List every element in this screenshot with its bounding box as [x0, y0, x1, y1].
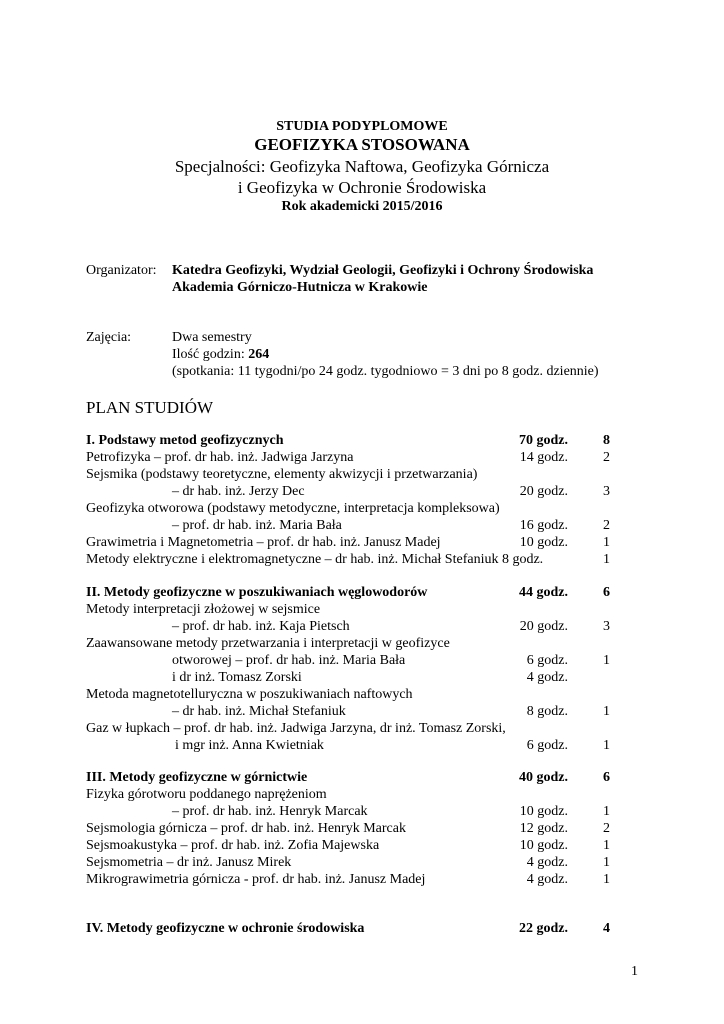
classes-hours — [172, 347, 269, 363]
course-row: Sejsmometria – dr inż. Janusz Mirek — [86, 855, 292, 870]
course-hours: 10 godz. — [519, 838, 568, 853]
course-hours: 10 godz. — [519, 535, 568, 550]
course-row: Geofizyka otworowa (podstawy metodyczne, interpretacja kompleksowa) — [86, 501, 500, 516]
organizer-line1: Katedra Geofizyki, Wydział Geologii, Geofizyki i Ochrony Środowiska — [172, 263, 594, 278]
course-row: Sejsmoakustyka – prof. dr hab. inż. Zofia Majewska — [86, 838, 380, 853]
section-hours: 44 godz. — [519, 585, 568, 600]
section-ects: 6 — [603, 585, 610, 600]
course-row: – prof. dr hab. inż. Maria Bała — [172, 518, 342, 533]
course-hours: 20 godz. — [519, 484, 568, 499]
course-row: Sejsmologia górnicza – prof. dr hab. inż. Henryk Marcak — [86, 821, 406, 836]
course-ects: 1 — [603, 653, 610, 668]
course-ects: 1 — [603, 872, 610, 887]
section-ects: 6 — [603, 770, 610, 785]
course-row: otworowej – prof. dr hab. inż. Maria Bała — [172, 653, 406, 668]
section-hours: 70 godz. — [519, 433, 568, 448]
classes-meetings: (spotkania: 11 tygodni/po 24 godz. tygodniowo = 3 dni po 8 godz. dziennie) — [172, 364, 599, 379]
course-row: Zaawansowane metody przetwarzania i interpretacji w geofizyce — [86, 636, 450, 651]
course-row: Petrofizyka – prof. dr hab. inż. Jadwiga Jarzyna — [86, 450, 354, 465]
course-row: Mikrograwimetria górnicza - prof. dr hab. inż. Janusz Madej — [86, 872, 426, 887]
section-hours: 40 godz. — [519, 770, 568, 785]
classes-hours-value: 264 — [248, 347, 270, 362]
course-hours: 6 godz. — [526, 738, 568, 753]
course-hours: 4 godz. — [526, 855, 568, 870]
course-ects: 2 — [603, 450, 610, 465]
header-line1: STUDIA PODYPLOMOWE — [276, 119, 448, 134]
course-row: i dr inż. Tomasz Zorski — [172, 670, 302, 685]
course-row: – dr hab. inż. Michał Stefaniuk — [172, 704, 346, 719]
course-row: Gaz w łupkach – prof. dr hab. inż. Jadwiga Jarzyna, dr inż. Tomasz Zorski, — [86, 721, 506, 736]
course-hours: 14 godz. — [519, 450, 568, 465]
section-ects: 8 — [603, 433, 610, 448]
course-row: – prof. dr hab. inż. Henryk Marcak — [172, 804, 368, 819]
course-row: Grawimetria i Magnetometria – prof. dr hab. inż. Janusz Madej — [86, 535, 441, 550]
course-ects: 2 — [603, 518, 610, 533]
specializations-line1: Specjalności: Geofizyka Naftowa, Geofizyka Górnicza — [174, 157, 550, 176]
classes-hours-label: Ilość godzin: — [172, 347, 249, 362]
section-title: I. Podstawy metod geofizycznych — [86, 433, 284, 448]
document-title: GEOFIZYKA STOSOWANA — [254, 135, 470, 154]
course-ects: 1 — [603, 535, 610, 550]
course-row: Fizyka górotworu poddanego naprężeniom — [86, 787, 327, 802]
course-row: Metody elektryczne i elektromagnetyczne – dr hab. inż. Michał Stefaniuk 8 godz. — [86, 552, 544, 567]
specializations-line2: i Geofizyka w Ochronie Środowiska — [237, 178, 487, 197]
course-ects: 3 — [603, 484, 610, 499]
course-hours: 4 godz. — [526, 670, 568, 685]
course-ects: 1 — [603, 738, 610, 753]
course-ects: 1 — [603, 704, 610, 719]
plan-title: PLAN STUDIÓW — [86, 398, 214, 417]
course-ects: 1 — [603, 804, 610, 819]
section-title: II. Metody geofizyczne w poszukiwaniach węglowodorów — [86, 585, 428, 600]
course-ects: 3 — [603, 619, 610, 634]
course-hours: 10 godz. — [519, 804, 568, 819]
section-hours: 22 godz. — [519, 921, 568, 936]
course-ects: 2 — [603, 821, 610, 836]
course-row: – dr hab. inż. Jerzy Dec — [172, 484, 305, 499]
academic-year: Rok akademicki 2015/2016 — [281, 199, 443, 214]
course-hours: 8 godz. — [526, 704, 568, 719]
course-row: i mgr inż. Anna Kwietniak — [175, 738, 324, 753]
course-ects: 1 — [603, 552, 610, 567]
section-title: IV. Metody geofizyczne w ochronie środowiska — [86, 921, 365, 936]
course-hours: 6 godz. — [526, 653, 568, 668]
course-row: Metody interpretacji złożowej w sejsmice — [86, 602, 321, 617]
section-title: III. Metody geofizyczne w górnictwie — [86, 770, 308, 785]
organizer-label: Organizator: — [86, 263, 157, 278]
page-number: 1 — [631, 964, 638, 979]
course-hours: 20 godz. — [519, 619, 568, 634]
section-ects: 4 — [603, 921, 610, 936]
classes-label: Zajęcia: — [86, 330, 132, 345]
classes-semesters: Dwa semestry — [172, 330, 252, 345]
course-row: Sejsmika (podstawy teoretyczne, elementy akwizycji i przetwarzania) — [86, 467, 478, 482]
course-hours: 4 godz. — [526, 872, 568, 887]
course-ects: 1 — [603, 855, 610, 870]
course-hours: 12 godz. — [519, 821, 568, 836]
course-row: – prof. dr hab. inż. Kaja Pietsch — [172, 619, 350, 634]
course-row: Metoda magnetotelluryczna w poszukiwaniach naftowych — [86, 687, 413, 702]
course-ects: 1 — [603, 838, 610, 853]
course-hours: 16 godz. — [519, 518, 568, 533]
organizer-line2: Akademia Górniczo-Hutnicza w Krakowie — [172, 280, 428, 295]
